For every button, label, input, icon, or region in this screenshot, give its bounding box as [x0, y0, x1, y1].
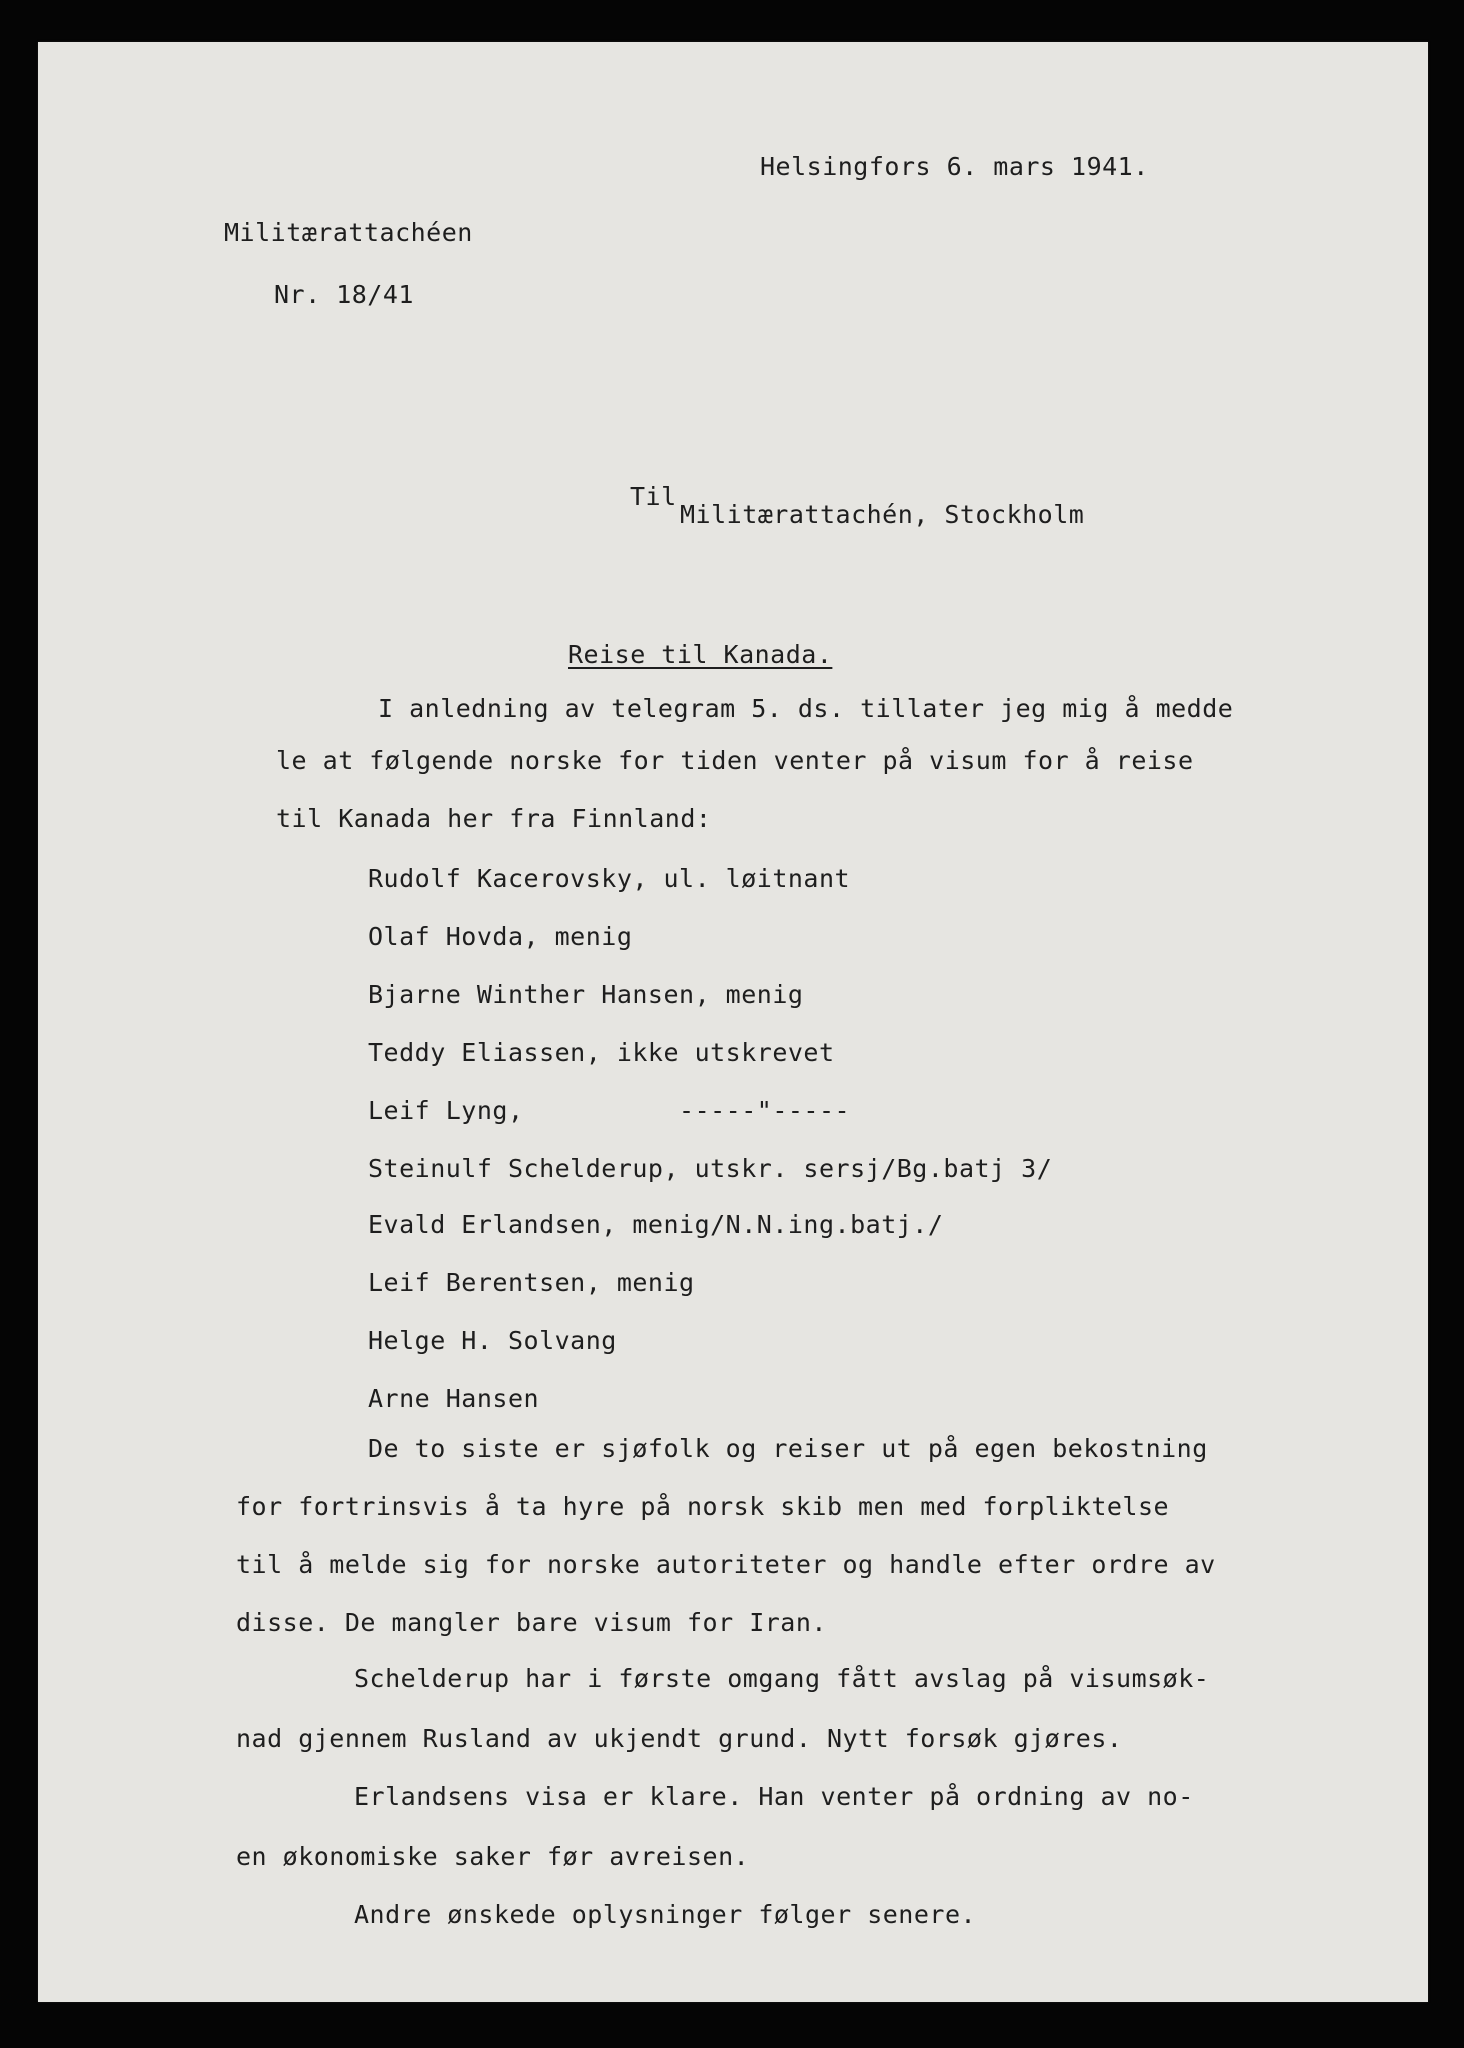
subject-heading: Reise til Kanada. — [568, 640, 833, 669]
reference-number: Nr. 18/41 — [274, 280, 414, 309]
to-label: Til — [630, 482, 677, 511]
body-line: en økonomiske saker før avreisen. — [236, 1842, 750, 1871]
intro-line: til Kanada her fra Finnland: — [276, 804, 712, 833]
person-entry: Olaf Hovda, menig — [368, 922, 633, 951]
closing-line: Andre ønskede oplysninger følger senere. — [354, 1900, 977, 1929]
person-entry: Rudolf Kacerovsky, ul. løitnant — [368, 864, 851, 893]
place-date: Helsingfors 6. mars 1941. — [760, 152, 1149, 181]
document-page — [38, 42, 1428, 2002]
body-line: Schelderup har i første omgang fått avslag på visumsøk- — [354, 1664, 1210, 1693]
person-entry: Teddy Eliassen, ikke utskrevet — [368, 1038, 835, 1067]
body-line: disse. De mangler bare visum for Iran. — [236, 1608, 827, 1637]
body-line: nad gjennem Rusland av ukjendt grund. Nytt forsøk gjøres. — [236, 1724, 1123, 1753]
body-line: for fortrinsvis å ta hyre på norsk skib men med forpliktelse — [236, 1492, 1170, 1521]
person-entry: Helge H. Solvang — [368, 1326, 617, 1355]
body-line: til å melde sig for norske autoriteter og handle efter ordre av — [236, 1550, 1216, 1579]
person-entry: Bjarne Winther Hansen, menig — [368, 980, 804, 1009]
body-line: De to siste er sjøfolk og reiser ut på egen bekostning — [368, 1434, 1208, 1463]
person-entry: Steinulf Schelderup, utskr. sersj/Bg.batj 3/ — [368, 1154, 1053, 1183]
person-entry: Evald Erlandsen, menig/N.N.ing.batj./ — [368, 1210, 944, 1239]
intro-line: le at følgende norske for tiden venter på visum for å reise — [276, 746, 1194, 775]
person-entry: Leif Lyng, -----"----- — [368, 1096, 851, 1125]
recipient: Militærattachén, Stockholm — [680, 500, 1085, 529]
sender: Militærattachéen — [224, 218, 473, 247]
person-entry: Arne Hansen — [368, 1384, 540, 1413]
body-line: Erlandsens visa er klare. Han venter på ordning av no- — [354, 1782, 1194, 1811]
intro-line: I anledning av telegram 5. ds. tillater jeg mig å medde — [378, 694, 1234, 723]
person-entry: Leif Berentsen, menig — [368, 1268, 695, 1297]
